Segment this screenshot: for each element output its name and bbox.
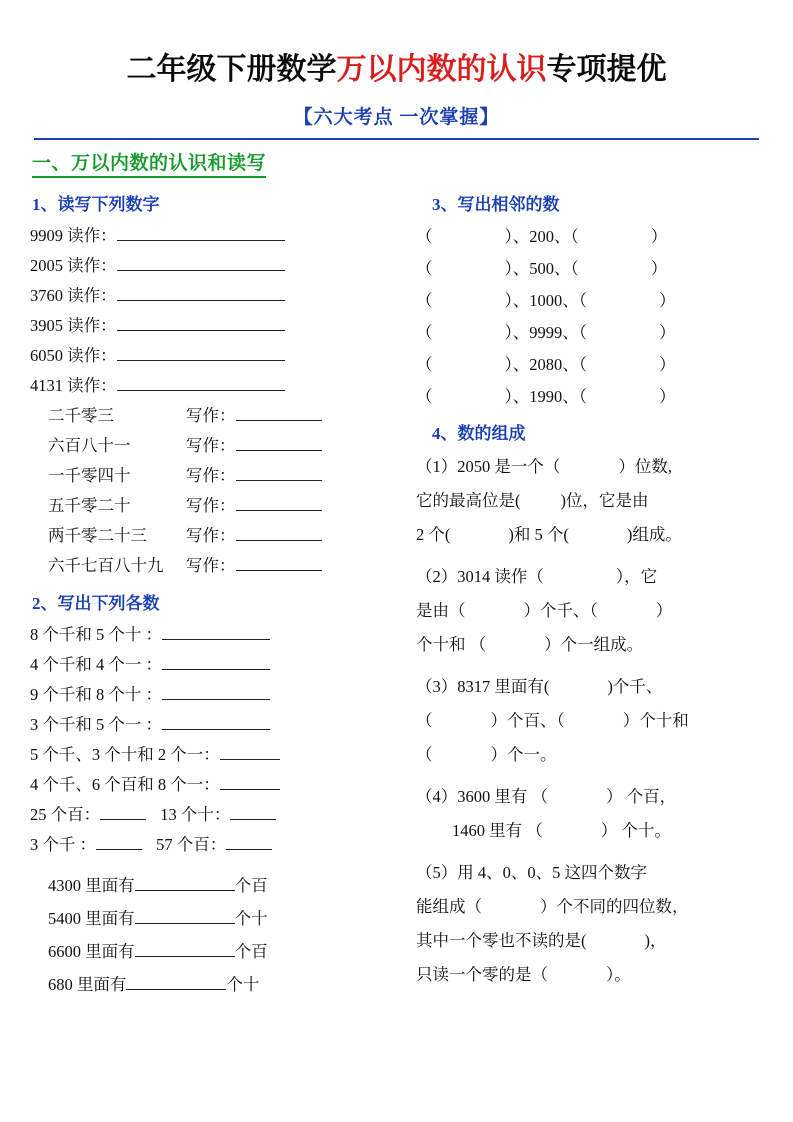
title-part2: 专项提优 bbox=[546, 53, 667, 86]
write-label: 写作： bbox=[186, 496, 236, 515]
text: )组成。 bbox=[626, 525, 682, 544]
answer-blank[interactable] bbox=[117, 255, 285, 271]
text: )， bbox=[644, 931, 667, 950]
read-number: 3760 bbox=[30, 286, 63, 305]
neighbor-item: （ ）、1990、（ ） bbox=[416, 387, 676, 406]
answer-blank[interactable] bbox=[117, 225, 285, 241]
answer-blank[interactable] bbox=[162, 654, 270, 670]
q4-5-line2 bbox=[416, 890, 763, 924]
answer-blank[interactable] bbox=[220, 774, 280, 790]
compose-text: 25 个百： bbox=[30, 805, 101, 824]
neighbor-number: 500 bbox=[529, 259, 554, 278]
read-number: 6050 bbox=[30, 346, 63, 365]
text: 2 个( bbox=[416, 525, 451, 544]
text: )位，它是由 bbox=[560, 491, 649, 510]
answer-blank[interactable] bbox=[236, 495, 322, 511]
q4-1-line2 bbox=[416, 484, 763, 518]
inside-post: 个百 bbox=[234, 942, 268, 961]
title-highlight: 万以内数的认识 bbox=[336, 53, 547, 86]
answer-blank[interactable] bbox=[226, 834, 272, 850]
answer-blank[interactable] bbox=[100, 804, 146, 820]
answer-blank[interactable] bbox=[117, 315, 285, 331]
text: ）个不同的四位数， bbox=[540, 897, 689, 916]
write-item bbox=[30, 551, 400, 581]
inside-pre: 6600 里面有 bbox=[48, 942, 135, 961]
question-4-heading: 4、数的组成 bbox=[432, 424, 526, 443]
q4-part3 bbox=[416, 670, 763, 772]
answer-blank[interactable] bbox=[162, 714, 270, 730]
read-item bbox=[30, 341, 400, 371]
text: 是由（ bbox=[416, 601, 466, 620]
answer-blank[interactable] bbox=[236, 525, 322, 541]
write-words: 五千零二十 bbox=[48, 496, 131, 515]
text: )和 5 个( bbox=[508, 525, 569, 544]
read-number: 9909 bbox=[30, 226, 63, 245]
text: （1）2050 是一个（ bbox=[416, 457, 561, 476]
compose-text: 3 个千 ： bbox=[30, 835, 96, 854]
text: （4）3600 里有 （ bbox=[416, 787, 548, 806]
page-title bbox=[30, 44, 763, 88]
text: ）个百、（ bbox=[490, 711, 565, 730]
write-words: 六百八十一 bbox=[48, 436, 131, 455]
text: ），它 bbox=[615, 567, 658, 586]
read-label: 读作： bbox=[67, 226, 117, 245]
text: 能组成（ bbox=[416, 897, 482, 916]
content-columns bbox=[30, 186, 763, 1001]
write-words: 一千零四十 bbox=[48, 466, 131, 485]
answer-blank[interactable] bbox=[236, 405, 322, 421]
write-label: 写作： bbox=[186, 526, 236, 545]
q4-2-line2 bbox=[416, 594, 763, 628]
q4-part4 bbox=[416, 780, 763, 848]
text: 其中一个零也不读的是( bbox=[416, 931, 587, 950]
compose-text: 9 个千和 8 个十 ： bbox=[30, 685, 162, 704]
answer-blank[interactable] bbox=[230, 804, 276, 820]
q4-2-line1 bbox=[416, 560, 763, 594]
compose-text: 4 个千、6 个百和 8 个一： bbox=[30, 775, 220, 794]
answer-blank[interactable] bbox=[135, 908, 235, 924]
q4-3-line1 bbox=[416, 670, 763, 704]
write-words: 二千零三 bbox=[48, 406, 114, 425]
neighbor-item: （ ）、1000、（ ） bbox=[416, 291, 676, 310]
inside-post: 个十 bbox=[234, 909, 268, 928]
inside-pre: 680 里面有 bbox=[48, 975, 127, 994]
spacer bbox=[30, 860, 400, 869]
read-label: 读作： bbox=[67, 316, 117, 335]
write-item bbox=[30, 521, 400, 551]
text: （3）8317 里面有( bbox=[416, 677, 550, 696]
inside-item bbox=[30, 869, 400, 902]
q4-4-line2 bbox=[416, 814, 763, 848]
compose-text: 8 个千和 5 个十 ： bbox=[30, 625, 162, 644]
text: ）个千、（ bbox=[523, 601, 598, 620]
left-column bbox=[30, 186, 400, 1001]
q4-5-line4 bbox=[416, 958, 763, 992]
answer-blank[interactable] bbox=[236, 555, 322, 571]
read-item bbox=[30, 251, 400, 281]
text: ）位数, bbox=[618, 457, 672, 476]
q4-4-line1 bbox=[416, 780, 763, 814]
q4-5-line3 bbox=[416, 924, 763, 958]
text: ）个十和 bbox=[622, 711, 689, 730]
neighbor-item: （ ）、200、（ ） bbox=[416, 227, 668, 246]
read-number: 3905 bbox=[30, 316, 63, 335]
question-3-heading: 3、写出相邻的数 bbox=[432, 195, 560, 214]
q4-3-line2 bbox=[416, 704, 763, 738]
text: ）个一组成。 bbox=[544, 635, 644, 654]
answer-blank[interactable] bbox=[220, 744, 280, 760]
right-column bbox=[400, 186, 763, 1001]
write-words: 两千零二十三 bbox=[48, 526, 147, 545]
compose-text: 3 个千和 5 个一 ： bbox=[30, 715, 162, 734]
q4-5-line1: （5）用 4、0、0、5 这四个数字 bbox=[416, 863, 647, 882]
title-part1: 二年级下册数学 bbox=[126, 53, 337, 86]
compose-pair bbox=[30, 830, 400, 860]
compose-item bbox=[30, 740, 400, 770]
read-number: 2005 bbox=[30, 256, 63, 275]
answer-blank[interactable] bbox=[117, 375, 285, 391]
read-item bbox=[30, 371, 400, 401]
answer-blank[interactable] bbox=[96, 834, 142, 850]
compose-text: 13 个十： bbox=[160, 805, 231, 824]
write-label: 写作： bbox=[186, 466, 236, 485]
answer-blank[interactable] bbox=[162, 624, 270, 640]
q4-1-line1 bbox=[416, 450, 763, 484]
neighbor-item: （ ）、9999、（ ） bbox=[416, 323, 676, 342]
read-label: 读作： bbox=[67, 376, 117, 395]
compose-item bbox=[30, 650, 400, 680]
section-heading-wrap bbox=[30, 140, 763, 180]
section-heading: 一、万以内数的认识和读写 bbox=[32, 148, 266, 178]
compose-pair bbox=[30, 800, 400, 830]
text: ） 个十。 bbox=[600, 821, 671, 840]
neighbor-number: 1000 bbox=[529, 291, 563, 310]
compose-item bbox=[30, 620, 400, 650]
read-label: 读作： bbox=[67, 256, 117, 275]
write-item bbox=[30, 461, 400, 491]
read-label: 读作： bbox=[67, 286, 117, 305]
q4-2-line3 bbox=[416, 628, 763, 662]
compose-text: 5 个千、3 个十和 2 个一： bbox=[30, 745, 220, 764]
write-item bbox=[30, 401, 400, 431]
q4-part5 bbox=[416, 856, 763, 992]
inside-item bbox=[30, 968, 400, 1001]
neighbor-number: 200 bbox=[529, 227, 554, 246]
question-1-heading: 1、读写下列数字 bbox=[32, 195, 160, 214]
compose-text: 57 个百： bbox=[156, 835, 227, 854]
write-label: 写作： bbox=[186, 436, 236, 455]
read-label: 读作： bbox=[67, 346, 117, 365]
page-subtitle: 【六大考点 一次掌握】 bbox=[293, 107, 500, 128]
read-item bbox=[30, 221, 400, 251]
compose-item bbox=[30, 680, 400, 710]
read-item bbox=[30, 281, 400, 311]
compose-text: 4 个千和 4 个一 ： bbox=[30, 655, 162, 674]
text: （ bbox=[416, 711, 433, 730]
write-item bbox=[30, 431, 400, 461]
text: 个十和 （ bbox=[416, 635, 487, 654]
text: )个千、 bbox=[607, 677, 663, 696]
answer-blank[interactable] bbox=[135, 875, 235, 891]
neighbor-number: 2080 bbox=[529, 355, 563, 374]
answer-blank[interactable] bbox=[236, 465, 322, 481]
inside-pre: 5400 里面有 bbox=[48, 909, 135, 928]
text: ） 个百， bbox=[606, 787, 677, 806]
question-2-heading: 2、写出下列各数 bbox=[32, 594, 160, 613]
inside-item bbox=[30, 935, 400, 968]
compose-item bbox=[30, 710, 400, 740]
text: 它的最高位是( bbox=[416, 491, 521, 510]
answer-blank[interactable] bbox=[117, 345, 285, 361]
text: （2）3014 读作（ bbox=[416, 567, 544, 586]
answer-blank[interactable] bbox=[135, 941, 235, 957]
answer-blank[interactable] bbox=[126, 974, 226, 990]
q4-part2 bbox=[416, 560, 763, 662]
inside-post: 个百 bbox=[234, 876, 268, 895]
neighbor-item: （ ）、2080、（ ） bbox=[416, 355, 676, 374]
neighbor-item: （ ）、500、（ ） bbox=[416, 259, 668, 278]
write-words: 六千七百八十九 bbox=[48, 556, 164, 575]
answer-blank[interactable] bbox=[117, 285, 285, 301]
read-number: 4131 bbox=[30, 376, 63, 395]
q4-part1 bbox=[416, 450, 763, 552]
q4-3-line3 bbox=[416, 738, 763, 772]
inside-pre: 4300 里面有 bbox=[48, 876, 135, 895]
inside-item bbox=[30, 902, 400, 935]
answer-blank[interactable] bbox=[236, 435, 322, 451]
text: ）。 bbox=[606, 965, 631, 984]
text: ）个一。 bbox=[490, 745, 557, 764]
write-item bbox=[30, 491, 400, 521]
answer-blank[interactable] bbox=[162, 684, 270, 700]
inside-post: 个十 bbox=[226, 975, 260, 994]
text: （ bbox=[416, 745, 433, 764]
read-item bbox=[30, 311, 400, 341]
text: 1460 里有 （ bbox=[452, 821, 543, 840]
write-label: 写作： bbox=[186, 406, 236, 425]
write-label: 写作： bbox=[186, 556, 236, 575]
q4-1-line3 bbox=[416, 518, 763, 552]
text: 只读一个零的是（ bbox=[416, 965, 548, 984]
text: ） bbox=[655, 601, 673, 620]
compose-item bbox=[30, 770, 400, 800]
neighbor-number: 1990 bbox=[529, 387, 563, 406]
neighbor-number: 9999 bbox=[529, 323, 563, 342]
